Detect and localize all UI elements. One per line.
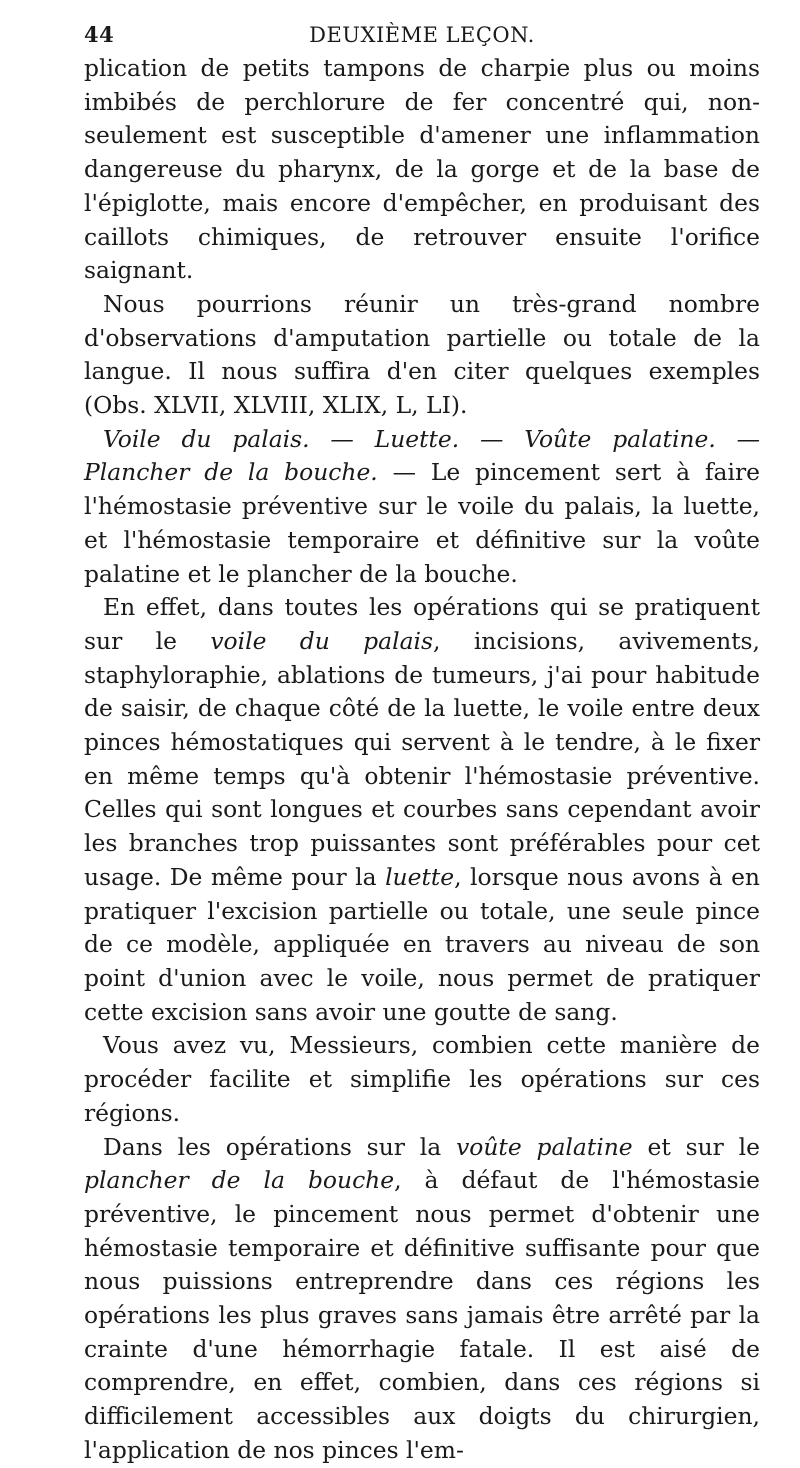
paragraph-2 xyxy=(84,288,760,423)
paragraph-1 xyxy=(84,52,760,288)
term-voile-du-palais: voile du palais xyxy=(210,626,434,655)
paragraph-6-text-c: , à défaut de l'hémostasie préventive, le pincement nous permet d'obtenir une hémostasie temporaire et définitive suffisante pour que nous puissions entreprendre dans ces régions les opérations les plus graves sans jamais être arrêté par la crainte d'une hémorrhagie fatale. Il est aisé de comprendre, en effet, combien, dans ces régions si difficilement accessibles aux doigts du chirurgien, l'application de nos pinces l'em- xyxy=(84,1166,761,1464)
body-text xyxy=(84,52,760,1468)
paragraph-4-text-c: , lorsque nous avons à en pratiquer l'excision partielle ou totale, une seule pince de ce modèle, appliquée en travers au niveau de son point d'union avec le voile, nous permet de pratiquer cette excision sans avoir une goutte de sang. xyxy=(84,862,760,1026)
paragraph-3 xyxy=(84,423,760,592)
paragraph-4-text-b: , incisions, avivements, staphyloraphie, ablations de tumeurs, j'ai pour habitude de saisir, de chaque côté de la luette, le voile entre deux pinces hémostatiques qui servent à le tendre, à le fixer en même temps qu'à obtenir l'hémostasie préventive. Celles qui sont longues et courbes sans cependant avoir les branches trop puissantes sont préférables pour cet usage. De même pour la xyxy=(84,626,760,891)
running-title: DEUXIÈME LEÇON. xyxy=(309,23,535,47)
paragraph-1-text: plication de petits tampons de charpie plus ou moins imbibés de perchlorure de fer concentré qui, non-seulement est susceptible d'amener une inflammation dangereuse du pharynx, de la gorge et de la base de l'épiglotte, mais encore d'empêcher, en produisant des caillots chimiques, de retrouver ensuite l'orifice saignant. xyxy=(84,54,760,285)
section-heading: Voile du palais. — Luette. — Voûte palatine. — Plancher de la bouche. xyxy=(84,424,760,487)
term-voute-palatine: voûte palatine xyxy=(456,1132,633,1161)
paragraph-4 xyxy=(84,591,760,1029)
paragraph-6 xyxy=(84,1131,760,1468)
term-plancher-de-la-bouche: plancher de la bouche xyxy=(84,1166,395,1195)
paragraph-6-text-b: et sur le xyxy=(632,1132,761,1161)
paragraph-3-text: — Le pincement sert à faire l'hémostasie préventive sur le voile du palais, la luette, et l'hémostasie temporaire et définitive sur la voûte palatine et le plancher de la bouche. xyxy=(84,458,760,588)
page-number: 44 xyxy=(84,22,115,47)
paragraph-6-text-a: Dans les opérations sur la xyxy=(103,1132,457,1161)
paragraph-5-text: Vous avez vu, Messieurs, combien cette manière de procéder facilite et simplifie les opérations sur ces régions. xyxy=(84,1031,760,1127)
paragraph-4-text-a: En effet, dans toutes les opérations qui se pratiquent sur le xyxy=(84,593,760,655)
paragraph-2-text: Nous pourrions réunir un très-grand nombre d'observations d'amputation partielle ou totale de la langue. Il nous suffira d'en citer quelques exemples (Obs. XLVII, XLVIII, XLIX, L, LI). xyxy=(84,289,760,420)
term-luette: luette xyxy=(385,862,455,891)
running-head xyxy=(84,20,760,50)
paragraph-5 xyxy=(84,1029,760,1130)
